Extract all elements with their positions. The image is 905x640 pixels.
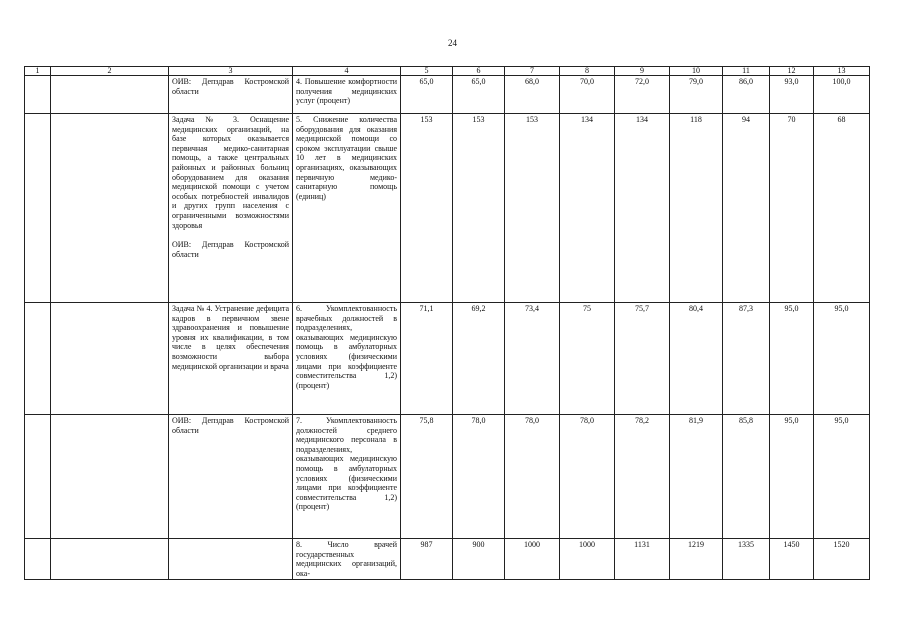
value-cell: 78,2 [615, 415, 670, 539]
value-cell: 900 [453, 539, 505, 580]
value-cell: 134 [615, 114, 670, 303]
value-cell: 93,0 [770, 76, 814, 114]
indicator-cell: 6. Укомплектованность врачебных должностей в подразделениях, оказывающих медицинскую помощь в амбулаторных условиях (физическими лицами при коэффициенте совместительства 1,2) (процент) [293, 303, 401, 415]
cell-col2 [51, 415, 169, 539]
header-cell: 6 [453, 67, 505, 76]
value-cell: 1450 [770, 539, 814, 580]
cell-col1 [25, 76, 51, 114]
cell-col2 [51, 303, 169, 415]
value-cell: 987 [401, 539, 453, 580]
value-cell: 95,0 [814, 415, 870, 539]
header-cell: 9 [615, 67, 670, 76]
page-number: 24 [448, 38, 457, 48]
value-cell: 153 [453, 114, 505, 303]
header-cell: 1 [25, 67, 51, 76]
value-cell: 94 [723, 114, 770, 303]
responsible-text: ОИВ: Депздрав Костромской области [172, 240, 289, 259]
cell-col1 [25, 303, 51, 415]
indicator-cell: 8. Число врачей государственных медицинских организаций, ока- [293, 539, 401, 580]
table-row [25, 539, 870, 580]
indicator-cell: 7. Укомплектованность должностей среднего медицинского персонала в подразделениях, оказывающих медицинскую помощь в амбулаторных условиях (физическими лицами при коэффициенте совместительства 1,2) (процент) [293, 415, 401, 539]
table-row [25, 76, 870, 114]
task-cell [169, 114, 293, 303]
task-text: Задача № 3. Оснащение медицинских организаций, на базе которых оказывается первичная медико-санитарная помощь, а также центральных районных и районных больниц оборудованием для оказания медицинской помощи с учетом особых потребностей инвалидов и других групп населения с ограниченными возможностями здоровья [172, 115, 289, 230]
cell-col1 [25, 114, 51, 303]
header-cell: 10 [670, 67, 723, 76]
spacer [172, 230, 289, 240]
cell-col1 [25, 415, 51, 539]
header-cell: 5 [401, 67, 453, 76]
value-cell: 72,0 [615, 76, 670, 114]
header-cell: 8 [560, 67, 615, 76]
value-cell: 65,0 [453, 76, 505, 114]
header-cell: 11 [723, 67, 770, 76]
responsible-cell: ОИВ: Депздрав Костромской области [169, 415, 293, 539]
value-cell: 78,0 [505, 415, 560, 539]
value-cell: 78,0 [560, 415, 615, 539]
cell-col2 [51, 539, 169, 580]
value-cell: 1219 [670, 539, 723, 580]
value-cell: 100,0 [814, 76, 870, 114]
value-cell: 69,2 [453, 303, 505, 415]
value-cell: 153 [505, 114, 560, 303]
header-cell: 2 [51, 67, 169, 76]
value-cell: 75 [560, 303, 615, 415]
value-cell: 1131 [615, 539, 670, 580]
value-cell: 95,0 [814, 303, 870, 415]
indicator-cell: 5. Снижение количества оборудования для оказания медицинской помощи со сроком эксплуатации свыше 10 лет в медицинских организациях, оказывающих первичную медико-санитарную помощь (единиц) [293, 114, 401, 303]
value-cell: 73,4 [505, 303, 560, 415]
value-cell: 1000 [560, 539, 615, 580]
value-cell: 86,0 [723, 76, 770, 114]
responsible-cell: ОИВ: Депздрав Костромской области [169, 76, 293, 114]
table-row [25, 114, 870, 303]
value-cell: 81,9 [670, 415, 723, 539]
value-cell: 70 [770, 114, 814, 303]
value-cell: 80,4 [670, 303, 723, 415]
value-cell: 1520 [814, 539, 870, 580]
value-cell: 1000 [505, 539, 560, 580]
cell-col1 [25, 539, 51, 580]
header-cell: 7 [505, 67, 560, 76]
value-cell: 78,0 [453, 415, 505, 539]
value-cell: 75,8 [401, 415, 453, 539]
value-cell: 1335 [723, 539, 770, 580]
value-cell: 71,1 [401, 303, 453, 415]
value-cell: 153 [401, 114, 453, 303]
responsible-cell [169, 539, 293, 580]
header-row [25, 67, 870, 76]
value-cell: 118 [670, 114, 723, 303]
value-cell: 68,0 [505, 76, 560, 114]
value-cell: 95,0 [770, 415, 814, 539]
value-cell: 79,0 [670, 76, 723, 114]
header-cell: 13 [814, 67, 870, 76]
value-cell: 134 [560, 114, 615, 303]
value-cell: 75,7 [615, 303, 670, 415]
cell-col2 [51, 76, 169, 114]
header-cell: 3 [169, 67, 293, 76]
value-cell: 68 [814, 114, 870, 303]
value-cell: 65,0 [401, 76, 453, 114]
value-cell: 87,3 [723, 303, 770, 415]
table-row [25, 303, 870, 415]
task-cell: Задача № 4. Устранение дефицита кадров в первичном звене здравоохранения и повышение уровня их квалификации, в том числе в целях обеспечения возможности выбора медицинской организации и врача [169, 303, 293, 415]
value-cell: 85,8 [723, 415, 770, 539]
value-cell: 70,0 [560, 76, 615, 114]
header-cell: 4 [293, 67, 401, 76]
value-cell: 95,0 [770, 303, 814, 415]
indicator-cell: 4. Повышение комфортности получения медицинских услуг (процент) [293, 76, 401, 114]
header-cell: 12 [770, 67, 814, 76]
indicator-table [24, 66, 870, 580]
cell-col2 [51, 114, 169, 303]
table-row [25, 415, 870, 539]
